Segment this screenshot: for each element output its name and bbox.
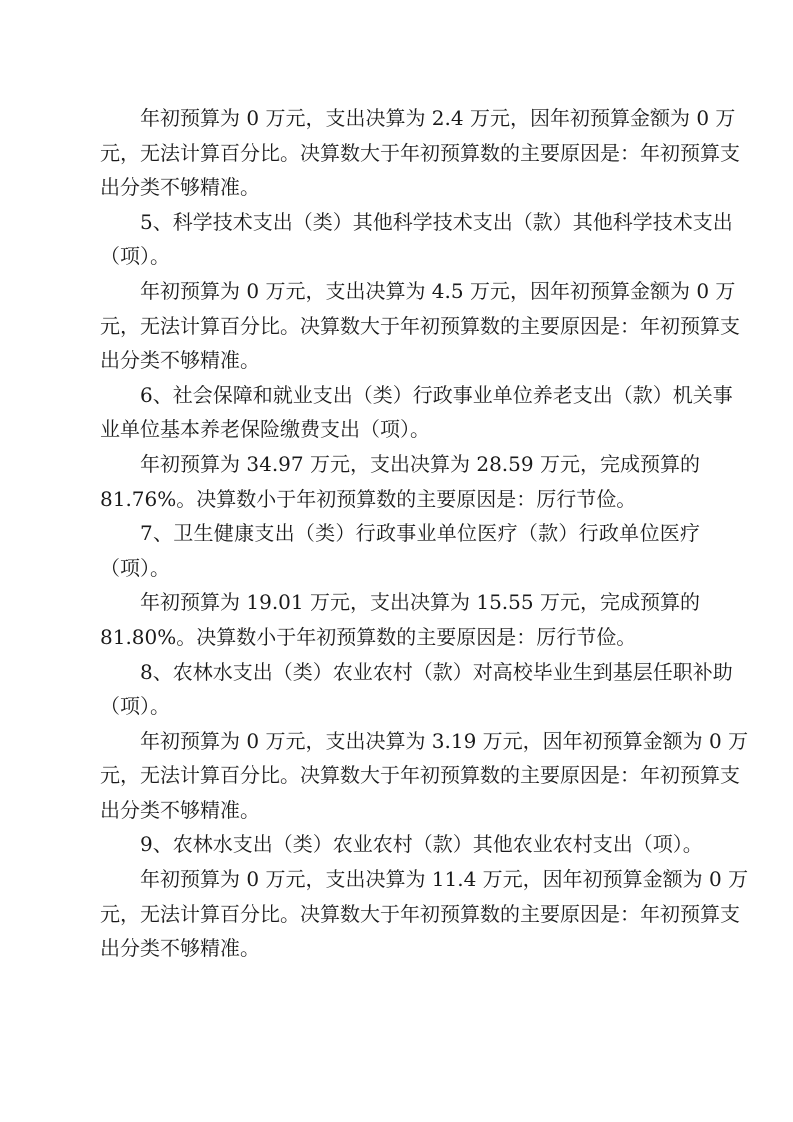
text-line: 年初预算为 34.97 万元，支出决算为 28.59 万元，完成预算的	[140, 451, 700, 476]
text-line: 年初预算为 0 万元，支出决算为 11.4 万元，因年初预算金额为 0 万	[140, 867, 749, 892]
body-paragraph	[100, 101, 740, 205]
text-line: 年初预算为 0 万元，支出决算为 4.5 万元，因年初预算金额为 0 万	[140, 278, 736, 303]
text-line: 出分类不够精准。	[100, 797, 260, 822]
text-line: 年初预算为 0 万元，支出决算为 3.19 万元，因年初预算金额为 0 万	[140, 728, 749, 753]
text-line: 5、科学技术支出（类）其他科学技术支出（款）其他科学技术支出	[140, 209, 733, 234]
text-line: 8、农林水支出（类）农业农村（款）对高校毕业生到基层任职补助	[140, 659, 733, 684]
text-line: 元，无法计算百分比。决算数大于年初预算数的主要原因是：年初预算支	[100, 763, 740, 788]
text-line: 9、农林水支出（类）农业农村（款）其他农业农村支出（项）。	[140, 832, 703, 857]
text-line: （项）。	[100, 244, 170, 269]
text-line: 出分类不够精准。	[100, 936, 260, 961]
body-paragraph	[100, 447, 700, 516]
text-line: 出分类不够精准。	[100, 175, 260, 200]
body-paragraph	[100, 724, 749, 828]
body-paragraph	[100, 862, 749, 966]
section-heading	[100, 378, 733, 447]
text-line: （项）。	[100, 694, 170, 719]
text-line: 81.76%。决算数小于年初预算数的主要原因是：厉行节俭。	[100, 486, 637, 511]
text-line: 年初预算为 0 万元，支出决算为 2.4 万元，因年初预算金额为 0 万	[140, 106, 736, 130]
text-line: 81.80%。决算数小于年初预算数的主要原因是：厉行节俭。	[100, 624, 637, 649]
text-line: 元，无法计算百分比。决算数大于年初预算数的主要原因是：年初预算支	[100, 313, 740, 338]
section-heading	[100, 827, 703, 862]
section-heading	[100, 516, 700, 585]
text-line: （项）。	[100, 555, 170, 580]
text-line: 年初预算为 19.01 万元，支出决算为 15.55 万元，完成预算的	[140, 590, 700, 615]
text-line: 出分类不够精准。	[100, 348, 260, 373]
text-line: 6、社会保障和就业支出（类）行政事业单位养老支出（款）机关事	[140, 382, 733, 407]
text-line: 元，无法计算百分比。决算数大于年初预算数的主要原因是：年初预算支	[100, 901, 740, 926]
body-paragraph	[100, 274, 740, 378]
section-heading	[100, 655, 733, 724]
section-heading	[100, 205, 733, 274]
text-line: 元，无法计算百分比。决算数大于年初预算数的主要原因是：年初预算支	[100, 140, 740, 165]
text-line: 业单位基本养老保险缴费支出（项）。	[100, 417, 430, 442]
body-paragraph	[100, 585, 700, 654]
text-line: 7、卫生健康支出（类）行政事业单位医疗（款）行政单位医疗	[140, 521, 700, 546]
document-page	[100, 101, 749, 966]
